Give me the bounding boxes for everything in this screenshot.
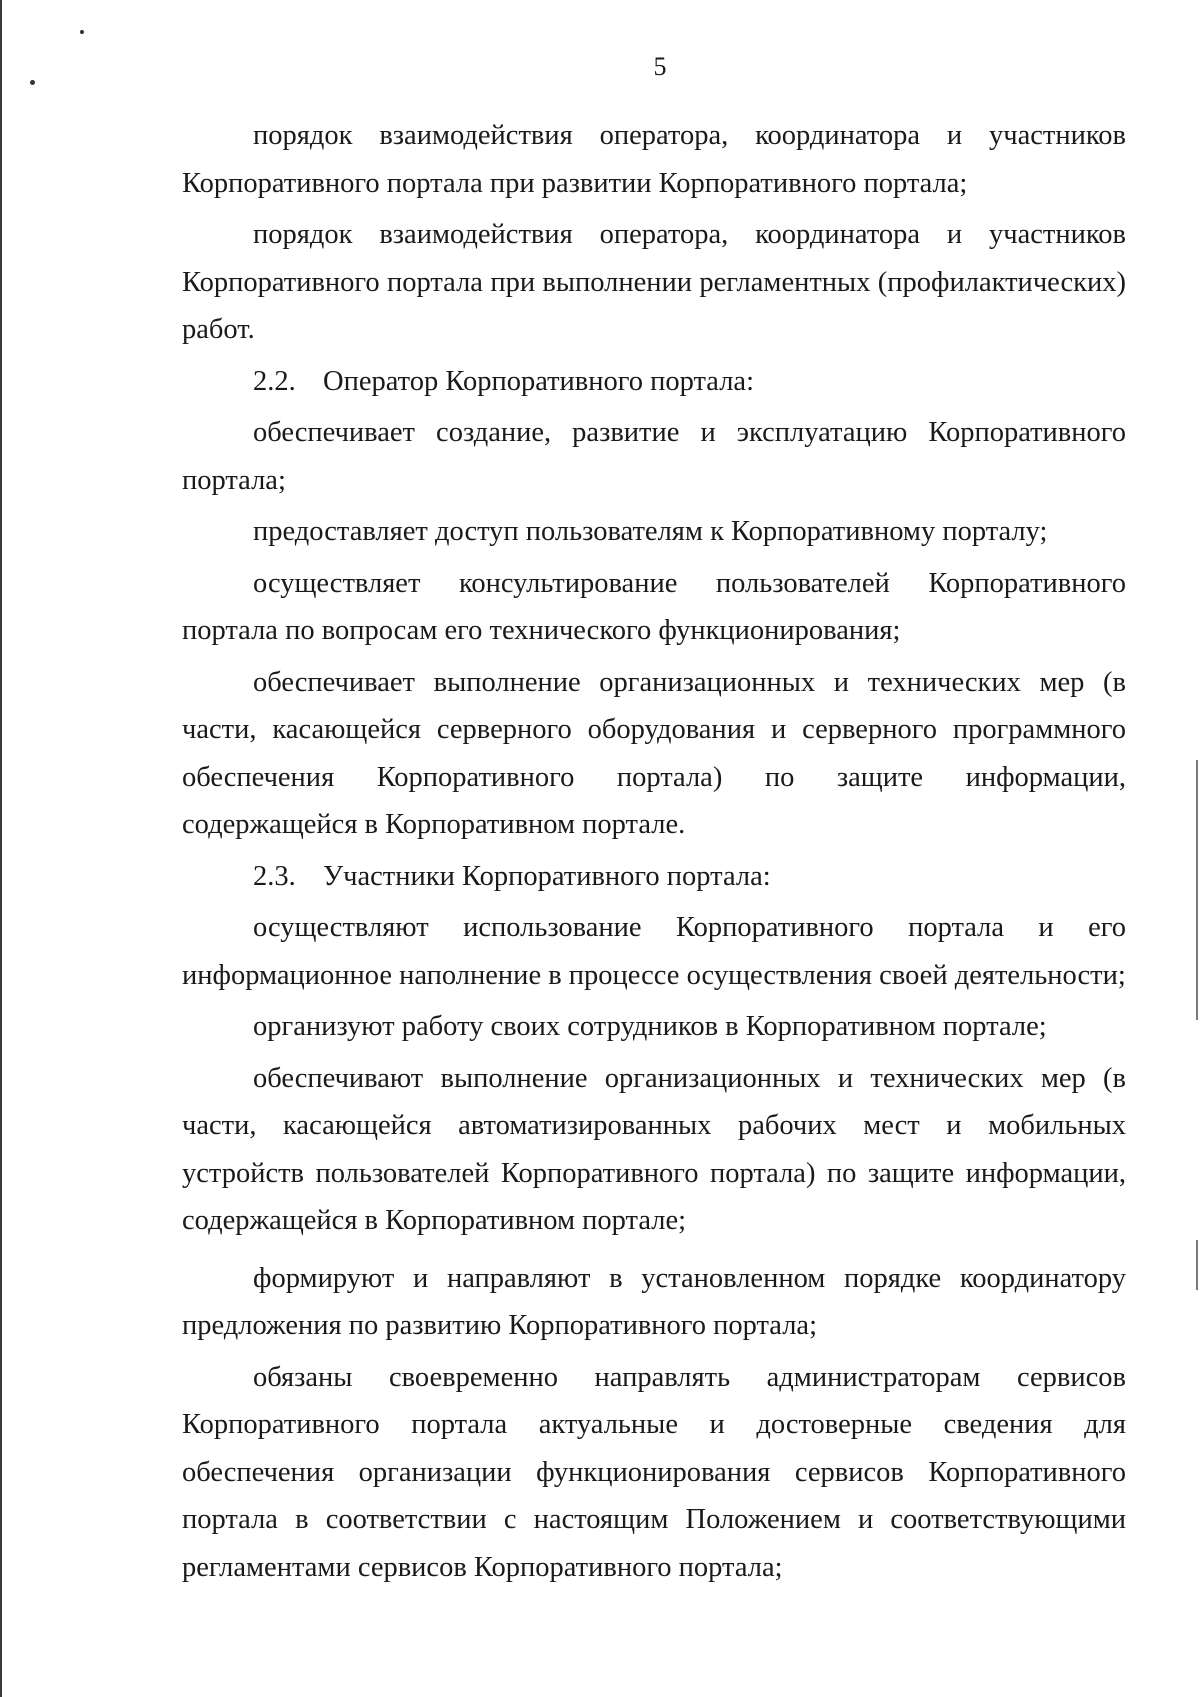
paragraph: формируют и направляют в установленном порядке координатору предложения по развитию Корпоративного портала; bbox=[182, 1262, 1126, 1341]
paragraph: организуют работу своих сотрудников в Корпоративном портале; bbox=[253, 1011, 1047, 1042]
section-title: Оператор Корпоративного портала: bbox=[323, 365, 754, 397]
paragraph: осуществляет консультирование пользователей Корпоративного портала по вопросам его технического функционирования; bbox=[182, 567, 1126, 646]
paragraph: предоставляет доступ пользователям к Корпоративному порталу; bbox=[253, 516, 1048, 547]
scan-speck bbox=[80, 30, 84, 34]
paragraph: обеспечивает создание, развитие и эксплуатацию Корпоративного портала; bbox=[182, 417, 1126, 496]
section-heading bbox=[182, 358, 1126, 406]
scan-edge-right-lower bbox=[1196, 1240, 1198, 1290]
section-title: Участники Корпоративного портала: bbox=[323, 860, 771, 892]
section-number: 2.2. bbox=[253, 365, 296, 397]
section-heading bbox=[182, 853, 1126, 901]
scan-edge-right-upper bbox=[1196, 760, 1198, 1020]
paragraph: порядок взаимодействия оператора, координатора и участников Корпоративного портала при выполнении регламентных (профилактических) работ. bbox=[182, 219, 1126, 345]
paragraph: обеспечивает выполнение организационных и технических мер (в части, касающейся серверного оборудования и серверного программного обеспечения Корпоративного портала) по защите информации, содержащейся в Корпоративном портале. bbox=[182, 666, 1126, 840]
scan-edge-left bbox=[0, 0, 2, 1697]
paragraph: обеспечивают выполнение организационных и технических мер (в части, касающейся автоматизированных рабочих мест и мобильных устройств пользователей Корпоративного портала) по защите информации, содержащейся в Корпоративном портале; bbox=[182, 1062, 1126, 1236]
document-body bbox=[182, 112, 1126, 1595]
paragraph: порядок взаимодействия оператора, координатора и участников Корпоративного портала при развитии Корпоративного портала; bbox=[182, 120, 1126, 199]
page-number: 5 bbox=[653, 52, 667, 81]
section-number: 2.3. bbox=[253, 860, 296, 892]
paragraph: осуществляют использование Корпоративного портала и его информационное наполнение в процессе осуществления своей деятельности; bbox=[182, 912, 1126, 991]
paragraph: обязаны своевременно направлять администраторам сервисов Корпоративного портала актуальные и достоверные сведения для обеспечения организации функционирования сервисов Корпоративного портала в соответствии с настоящим Положением и соответствующими регламентами сервисов Корпоративного портала; bbox=[182, 1361, 1126, 1583]
